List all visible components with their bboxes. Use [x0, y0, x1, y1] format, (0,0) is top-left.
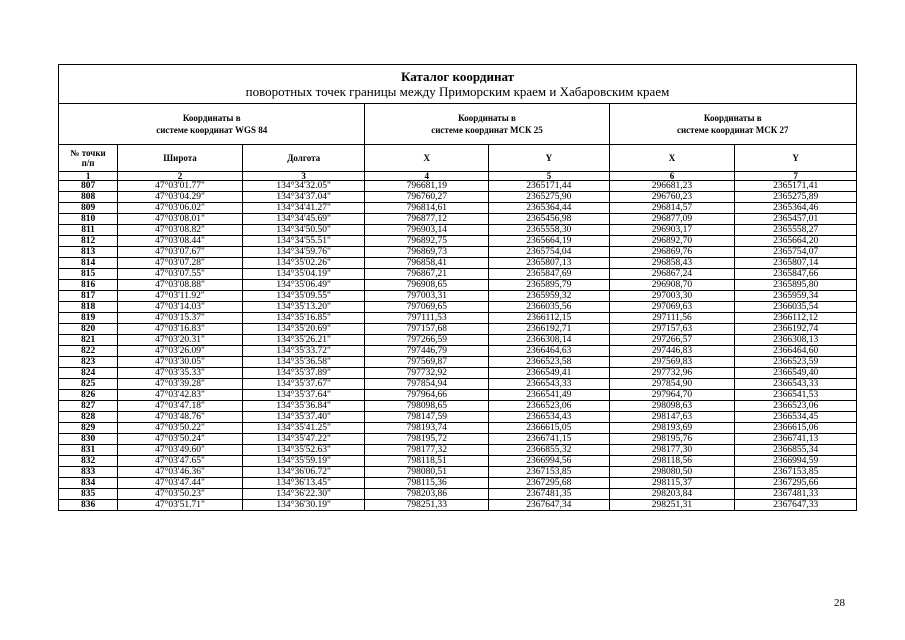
x-msk27-cell: 298251,31: [609, 500, 735, 511]
header-latitude: Широта: [118, 145, 243, 172]
header-point-number: № точки п/п: [59, 145, 118, 172]
y-msk25-cell: 2365807,13: [489, 258, 609, 269]
x-msk27-cell: 298203,84: [609, 489, 735, 500]
y-msk25-cell: 2365171,44: [489, 181, 609, 192]
y-msk27-cell: 2367153,85: [735, 467, 857, 478]
point-number-cell: 813: [59, 247, 118, 258]
x-msk25-cell: 798177,32: [365, 445, 489, 456]
y-msk27-cell: 2365895,80: [735, 280, 857, 291]
y-msk27-cell: 2366855,34: [735, 445, 857, 456]
x-msk27-cell: 297157,63: [609, 324, 735, 335]
x-msk25-cell: 796903,14: [365, 225, 489, 236]
x-msk25-cell: 796814,61: [365, 203, 489, 214]
longitude-cell: 134°36'22.30": [242, 489, 365, 500]
y-msk25-cell: 2365959,32: [489, 291, 609, 302]
header-x-msk25: X: [365, 145, 489, 172]
table-row: [59, 423, 857, 434]
x-msk25-cell: 796760,27: [365, 192, 489, 203]
y-msk27-cell: 2366308,13: [735, 335, 857, 346]
x-msk27-cell: 296908,70: [609, 280, 735, 291]
latitude-cell: 47°03'47.65": [118, 456, 243, 467]
latitude-cell: 47°03'35.33": [118, 368, 243, 379]
latitude-cell: 47°03'04.29": [118, 192, 243, 203]
y-msk27-cell: 2367295,66: [735, 478, 857, 489]
x-msk25-cell: 797446,79: [365, 346, 489, 357]
x-msk27-cell: 298115,37: [609, 478, 735, 489]
longitude-cell: 134°36'30.19": [242, 500, 365, 511]
x-msk25-cell: 798080,51: [365, 467, 489, 478]
table-row: [59, 324, 857, 335]
latitude-cell: 47°03'50.24": [118, 434, 243, 445]
point-number-cell: 831: [59, 445, 118, 456]
group-header-msk25: Координаты в системе координат МСК 25: [365, 104, 609, 145]
column-number: 7: [735, 172, 857, 181]
latitude-cell: 47°03'48.76": [118, 412, 243, 423]
x-msk27-cell: 296869,76: [609, 247, 735, 258]
x-msk27-cell: 297003,30: [609, 291, 735, 302]
x-msk27-cell: 297069,63: [609, 302, 735, 313]
point-number-cell: 812: [59, 236, 118, 247]
point-number-cell: 828: [59, 412, 118, 423]
latitude-cell: 47°03'51.71": [118, 500, 243, 511]
point-number-cell: 832: [59, 456, 118, 467]
x-msk27-cell: 296877,09: [609, 214, 735, 225]
y-msk27-cell: 2366523,59: [735, 357, 857, 368]
longitude-cell: 134°35'36.84": [242, 401, 365, 412]
y-msk25-cell: 2366855,32: [489, 445, 609, 456]
point-number-cell: 818: [59, 302, 118, 313]
x-msk25-cell: 798195,72: [365, 434, 489, 445]
longitude-cell: 134°35'06.49": [242, 280, 365, 291]
y-msk27-cell: 2366464,60: [735, 346, 857, 357]
x-msk25-cell: 796877,12: [365, 214, 489, 225]
x-msk25-cell: 796908,65: [365, 280, 489, 291]
longitude-cell: 134°35'59.19": [242, 456, 365, 467]
latitude-cell: 47°03'30.05": [118, 357, 243, 368]
longitude-cell: 134°35'36.58": [242, 357, 365, 368]
catalog-title: Каталог координат: [400, 69, 514, 84]
y-msk25-cell: 2366464,63: [489, 346, 609, 357]
longitude-cell: 134°35'37.64": [242, 390, 365, 401]
longitude-cell: 134°35'37.67": [242, 379, 365, 390]
y-msk27-cell: 2365275,89: [735, 192, 857, 203]
latitude-cell: 47°03'14.03": [118, 302, 243, 313]
x-msk27-cell: 298147,63: [609, 412, 735, 423]
x-msk25-cell: 796681,19: [365, 181, 489, 192]
point-number-cell: 823: [59, 357, 118, 368]
column-number: 6: [609, 172, 735, 181]
x-msk25-cell: 796869,73: [365, 247, 489, 258]
header-x-msk27: X: [609, 145, 735, 172]
x-msk25-cell: 798115,36: [365, 478, 489, 489]
table-row: [59, 269, 857, 280]
y-msk27-cell: 2365171,41: [735, 181, 857, 192]
x-msk27-cell: 296903,17: [609, 225, 735, 236]
longitude-cell: 134°35'04.19": [242, 269, 365, 280]
column-number: 1: [59, 172, 118, 181]
y-msk25-cell: 2366741,15: [489, 434, 609, 445]
latitude-cell: 47°03'07.28": [118, 258, 243, 269]
table-row: [59, 247, 857, 258]
y-msk25-cell: 2366192,71: [489, 324, 609, 335]
table-row: [59, 313, 857, 324]
longitude-cell: 134°35'41.25": [242, 423, 365, 434]
x-msk25-cell: 798118,51: [365, 456, 489, 467]
y-msk25-cell: 2365456,98: [489, 214, 609, 225]
x-msk27-cell: 297266,57: [609, 335, 735, 346]
x-msk27-cell: 296681,23: [609, 181, 735, 192]
x-msk25-cell: 797111,53: [365, 313, 489, 324]
longitude-cell: 134°34'45.69": [242, 214, 365, 225]
point-number-cell: 808: [59, 192, 118, 203]
table-row: [59, 478, 857, 489]
y-msk27-cell: 2366035,54: [735, 302, 857, 313]
x-msk27-cell: 296760,23: [609, 192, 735, 203]
x-msk25-cell: 796892,75: [365, 236, 489, 247]
table-row: [59, 434, 857, 445]
y-msk27-cell: 2365959,34: [735, 291, 857, 302]
point-number-cell: 833: [59, 467, 118, 478]
y-msk27-cell: 2365558,27: [735, 225, 857, 236]
latitude-cell: 47°03'08.88": [118, 280, 243, 291]
y-msk25-cell: 2365275,90: [489, 192, 609, 203]
point-number-cell: 835: [59, 489, 118, 500]
table-row: [59, 368, 857, 379]
latitude-cell: 47°03'20.31": [118, 335, 243, 346]
point-number-cell: 827: [59, 401, 118, 412]
latitude-cell: 47°03'07.55": [118, 269, 243, 280]
point-number-cell: 817: [59, 291, 118, 302]
point-number-cell: 830: [59, 434, 118, 445]
x-msk27-cell: 298193,69: [609, 423, 735, 434]
x-msk27-cell: 297854,90: [609, 379, 735, 390]
x-msk25-cell: 797157,68: [365, 324, 489, 335]
x-msk25-cell: 798098,65: [365, 401, 489, 412]
latitude-cell: 47°03'08.01": [118, 214, 243, 225]
point-number-cell: 815: [59, 269, 118, 280]
latitude-cell: 47°03'47.44": [118, 478, 243, 489]
y-msk25-cell: 2365754,04: [489, 247, 609, 258]
title-cell: [59, 65, 857, 104]
latitude-cell: 47°03'08.44": [118, 236, 243, 247]
y-msk25-cell: 2366035,56: [489, 302, 609, 313]
y-msk27-cell: 2367481,33: [735, 489, 857, 500]
x-msk25-cell: 797069,65: [365, 302, 489, 313]
group-header-msk27: Координаты в системе координат МСК 27: [609, 104, 856, 145]
point-number-cell: 807: [59, 181, 118, 192]
y-msk25-cell: 2365895,79: [489, 280, 609, 291]
y-msk27-cell: 2366112,12: [735, 313, 857, 324]
point-number-cell: 809: [59, 203, 118, 214]
latitude-cell: 47°03'01.77": [118, 181, 243, 192]
table-row: [59, 412, 857, 423]
point-number-cell: 810: [59, 214, 118, 225]
table-row: [59, 357, 857, 368]
x-msk25-cell: 796858,41: [365, 258, 489, 269]
x-msk27-cell: 296858,43: [609, 258, 735, 269]
point-number-cell: 836: [59, 500, 118, 511]
point-number-cell: 825: [59, 379, 118, 390]
point-number-cell: 814: [59, 258, 118, 269]
x-msk27-cell: 296814,57: [609, 203, 735, 214]
y-msk25-cell: 2365847,69: [489, 269, 609, 280]
latitude-cell: 47°03'46.36": [118, 467, 243, 478]
longitude-cell: 134°34'59.76": [242, 247, 365, 258]
header-y-msk25: Y: [489, 145, 609, 172]
x-msk25-cell: 797854,94: [365, 379, 489, 390]
y-msk25-cell: 2366534,43: [489, 412, 609, 423]
column-number: 2: [118, 172, 243, 181]
latitude-cell: 47°03'50.22": [118, 423, 243, 434]
x-msk25-cell: 798147,59: [365, 412, 489, 423]
table-row: [59, 467, 857, 478]
y-msk25-cell: 2365664,19: [489, 236, 609, 247]
point-number-cell: 820: [59, 324, 118, 335]
y-msk25-cell: 2365364,44: [489, 203, 609, 214]
point-number-cell: 824: [59, 368, 118, 379]
y-msk25-cell: 2366615,05: [489, 423, 609, 434]
y-msk27-cell: 2366523,06: [735, 401, 857, 412]
y-msk25-cell: 2367647,34: [489, 500, 609, 511]
x-msk25-cell: 798203,86: [365, 489, 489, 500]
table-row: [59, 280, 857, 291]
catalog-subtitle: поворотных точек границы между Приморским краем и Хабаровским краем: [245, 84, 670, 99]
y-msk27-cell: 2366741,13: [735, 434, 857, 445]
longitude-cell: 134°34'41.27": [242, 203, 365, 214]
y-msk27-cell: 2366549,40: [735, 368, 857, 379]
longitude-cell: 134°35'33.72": [242, 346, 365, 357]
y-msk27-cell: 2365457,01: [735, 214, 857, 225]
table-row: [59, 390, 857, 401]
x-msk25-cell: 797964,66: [365, 390, 489, 401]
table-row: [59, 192, 857, 203]
longitude-cell: 134°35'20.69": [242, 324, 365, 335]
latitude-cell: 47°03'07.67": [118, 247, 243, 258]
latitude-cell: 47°03'47.18": [118, 401, 243, 412]
latitude-cell: 47°03'06.02": [118, 203, 243, 214]
longitude-cell: 134°36'06.72": [242, 467, 365, 478]
point-number-cell: 821: [59, 335, 118, 346]
y-msk25-cell: 2366308,14: [489, 335, 609, 346]
x-msk25-cell: 798251,33: [365, 500, 489, 511]
point-number-cell: 816: [59, 280, 118, 291]
latitude-cell: 47°03'42.83": [118, 390, 243, 401]
point-number-cell: 819: [59, 313, 118, 324]
x-msk27-cell: 297964,70: [609, 390, 735, 401]
x-msk25-cell: 798193,74: [365, 423, 489, 434]
table-row: [59, 225, 857, 236]
latitude-cell: 47°03'15.37": [118, 313, 243, 324]
column-number: 5: [489, 172, 609, 181]
table-row: [59, 291, 857, 302]
longitude-cell: 134°35'47.22": [242, 434, 365, 445]
table-row: [59, 489, 857, 500]
header-longitude: Долгота: [242, 145, 365, 172]
latitude-cell: 47°03'50.23": [118, 489, 243, 500]
point-number-cell: 829: [59, 423, 118, 434]
y-msk25-cell: 2366994,56: [489, 456, 609, 467]
latitude-cell: 47°03'26.09": [118, 346, 243, 357]
y-msk25-cell: 2366112,15: [489, 313, 609, 324]
table-row: [59, 214, 857, 225]
longitude-cell: 134°35'09.55": [242, 291, 365, 302]
page-number: 28: [834, 597, 845, 609]
x-msk25-cell: 797569,87: [365, 357, 489, 368]
y-msk25-cell: 2365558,30: [489, 225, 609, 236]
longitude-cell: 134°35'37.89": [242, 368, 365, 379]
y-msk27-cell: 2365807,14: [735, 258, 857, 269]
longitude-cell: 134°34'32.05": [242, 181, 365, 192]
column-number: 4: [365, 172, 489, 181]
point-number-cell: 834: [59, 478, 118, 489]
x-msk27-cell: 297111,56: [609, 313, 735, 324]
y-msk27-cell: 2365664,20: [735, 236, 857, 247]
longitude-cell: 134°35'16.85": [242, 313, 365, 324]
table-row: [59, 346, 857, 357]
longitude-cell: 134°35'37.40": [242, 412, 365, 423]
x-msk27-cell: 298177,30: [609, 445, 735, 456]
longitude-cell: 134°35'13.20": [242, 302, 365, 313]
latitude-cell: 47°03'49.60": [118, 445, 243, 456]
coordinate-catalog-table: [58, 64, 857, 511]
latitude-cell: 47°03'39.28": [118, 379, 243, 390]
x-msk27-cell: 298080,50: [609, 467, 735, 478]
y-msk27-cell: 2365847,66: [735, 269, 857, 280]
y-msk27-cell: 2365754,07: [735, 247, 857, 258]
y-msk25-cell: 2366543,33: [489, 379, 609, 390]
table-body: [59, 181, 857, 511]
x-msk27-cell: 296867,24: [609, 269, 735, 280]
y-msk27-cell: 2365364,46: [735, 203, 857, 214]
column-number: 3: [242, 172, 365, 181]
longitude-cell: 134°35'52.63": [242, 445, 365, 456]
table-row: [59, 236, 857, 247]
x-msk25-cell: 797266,59: [365, 335, 489, 346]
y-msk25-cell: 2367481,35: [489, 489, 609, 500]
table-row: [59, 401, 857, 412]
x-msk27-cell: 297732,96: [609, 368, 735, 379]
y-msk27-cell: 2366615,06: [735, 423, 857, 434]
x-msk27-cell: 298195,76: [609, 434, 735, 445]
longitude-cell: 134°34'50.50": [242, 225, 365, 236]
table-row: [59, 379, 857, 390]
y-msk25-cell: 2366523,58: [489, 357, 609, 368]
y-msk27-cell: 2366543,33: [735, 379, 857, 390]
longitude-cell: 134°34'37.04": [242, 192, 365, 203]
y-msk27-cell: 2366534,45: [735, 412, 857, 423]
y-msk25-cell: 2366523,06: [489, 401, 609, 412]
y-msk27-cell: 2366541,53: [735, 390, 857, 401]
table-row: [59, 445, 857, 456]
y-msk27-cell: 2366192,74: [735, 324, 857, 335]
group-header-wgs84: Координаты в системе координат WGS 84: [59, 104, 365, 145]
latitude-cell: 47°03'11.92": [118, 291, 243, 302]
latitude-cell: 47°03'16.83": [118, 324, 243, 335]
table-row: [59, 258, 857, 269]
latitude-cell: 47°03'08.82": [118, 225, 243, 236]
y-msk27-cell: 2367647,33: [735, 500, 857, 511]
x-msk27-cell: 296892,70: [609, 236, 735, 247]
x-msk27-cell: 297569,83: [609, 357, 735, 368]
longitude-cell: 134°34'55.51": [242, 236, 365, 247]
y-msk25-cell: 2367295,68: [489, 478, 609, 489]
longitude-cell: 134°35'26.21": [242, 335, 365, 346]
x-msk25-cell: 797003,31: [365, 291, 489, 302]
table-row: [59, 335, 857, 346]
x-msk27-cell: 298118,56: [609, 456, 735, 467]
x-msk25-cell: 796867,21: [365, 269, 489, 280]
longitude-cell: 134°36'13.45": [242, 478, 365, 489]
table-row: [59, 500, 857, 511]
x-msk25-cell: 797732,92: [365, 368, 489, 379]
y-msk25-cell: 2366549,41: [489, 368, 609, 379]
point-number-cell: 822: [59, 346, 118, 357]
y-msk25-cell: 2367153,85: [489, 467, 609, 478]
x-msk27-cell: 297446,83: [609, 346, 735, 357]
table-row: [59, 203, 857, 214]
table-row: [59, 456, 857, 467]
header-y-msk27: Y: [735, 145, 857, 172]
x-msk27-cell: 298098,63: [609, 401, 735, 412]
table-row: [59, 302, 857, 313]
longitude-cell: 134°35'02.26": [242, 258, 365, 269]
y-msk27-cell: 2366994,59: [735, 456, 857, 467]
table-row: [59, 181, 857, 192]
point-number-cell: 826: [59, 390, 118, 401]
point-number-cell: 811: [59, 225, 118, 236]
y-msk25-cell: 2366541,49: [489, 390, 609, 401]
